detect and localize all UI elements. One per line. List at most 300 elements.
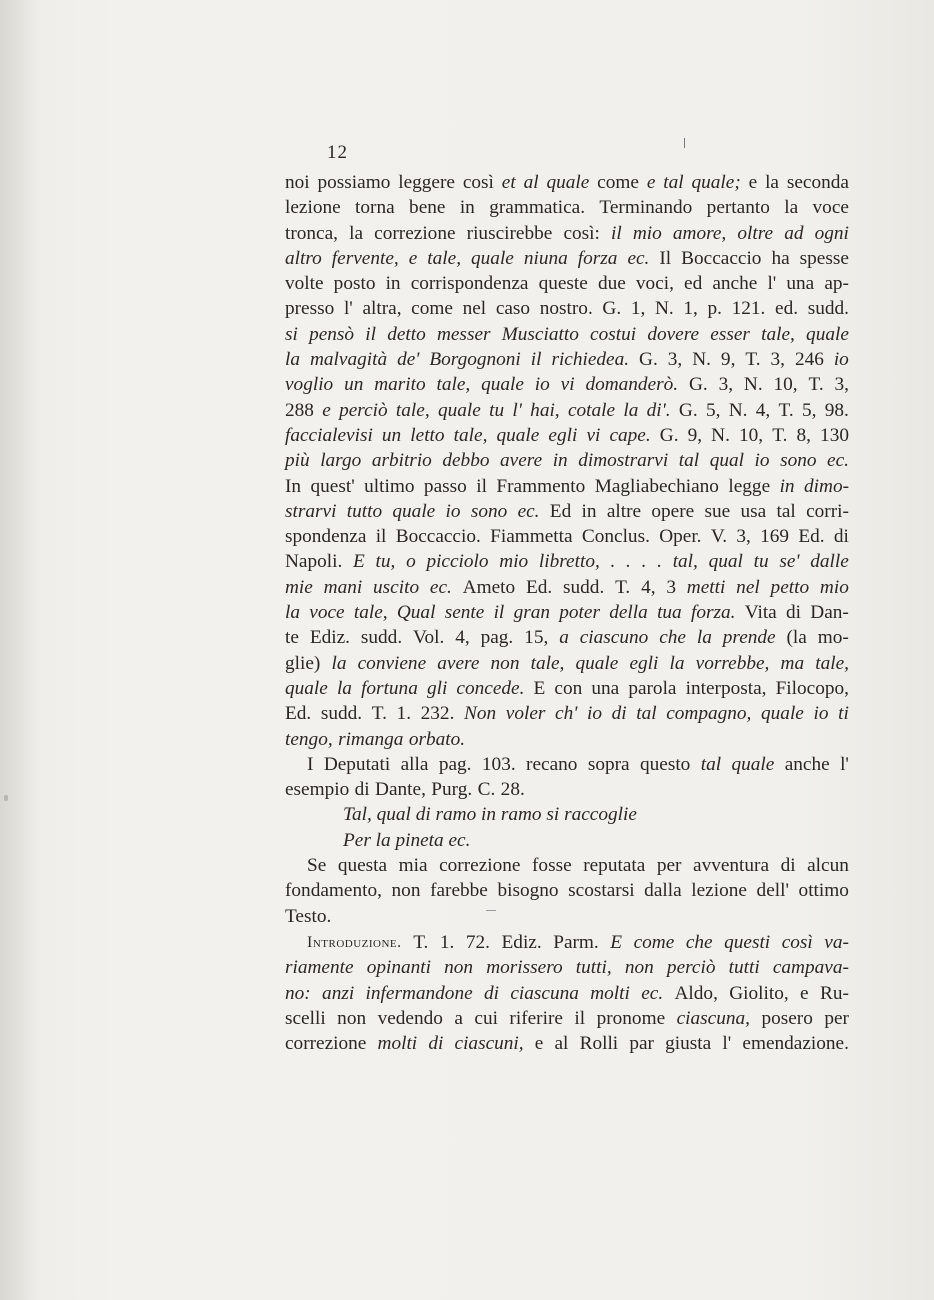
word: dimo- [804,475,849,497]
word: compagno, [666,703,752,725]
word: rimanga [338,728,404,750]
word: ec. [517,500,540,522]
word: 3, [834,374,849,396]
word: dell' [756,880,789,902]
word: parola [628,677,677,699]
word: queste [538,273,588,295]
word: giusta [665,1033,712,1055]
word: 169 [760,526,790,548]
word: ciascuna, [676,1007,750,1029]
word: de' [397,349,420,371]
main-text-block [285,170,849,929]
word: in [779,475,795,497]
word: tu, [375,551,396,573]
word: sudd. [807,298,849,320]
word: fondamento, [285,880,382,902]
text-line [285,701,849,726]
word: 9, [687,424,703,446]
word: la [285,602,300,624]
word: di [780,855,796,877]
word: uscito [373,576,420,598]
word: perciò [339,399,388,421]
text-line [285,828,849,853]
word: gran [513,602,550,624]
word: anche [712,273,758,295]
word: tale, [427,247,462,269]
word: faccialevisi [285,424,373,446]
word: ed. [775,298,799,320]
word: la [784,197,799,219]
word: qual [709,450,744,472]
word: legge [728,475,771,497]
word: nel [462,298,487,320]
word: 28. [500,779,525,801]
word: Boccaccio [681,247,762,269]
word: marito [374,374,426,396]
introduction-section [285,930,849,1056]
word: par [629,1033,654,1055]
word: Aldo, [674,982,718,1004]
word: non [337,1007,367,1029]
word: 121. [731,298,766,320]
word: la [623,399,639,421]
text-line [285,1031,849,1056]
word: avere [437,652,480,674]
word: V. [710,526,728,548]
word: Tal, [343,804,372,826]
word: Per [343,829,371,851]
word: largo [320,450,362,472]
word: esempio [285,779,350,801]
word: non [490,652,520,674]
word: metti [686,576,726,598]
word: conviene [357,652,427,674]
word: 130 [820,424,849,446]
word: sudd. [563,576,605,598]
word: no: [285,982,311,1004]
word: pag. [438,753,472,775]
word: e [748,172,758,193]
word: la [331,652,347,674]
word: per [656,855,682,877]
word: mani [323,576,363,598]
word: Musciatto [501,323,579,345]
word: 3 [666,576,676,598]
word: glie) [285,652,321,674]
word: opere [651,500,695,522]
word: leggere [398,172,455,193]
word: ec. [827,450,849,472]
word: prende [722,627,776,649]
word: io [813,703,829,725]
text-line [285,752,849,777]
word: torna [355,197,395,219]
word: e [800,982,809,1004]
word: 10, [773,374,798,396]
word: pertanto [706,197,770,219]
text-line [285,1006,849,1031]
word: Ed. [525,576,553,598]
word: N. [654,298,674,320]
word: vorrebbe, [695,652,770,674]
word: Dan- [810,602,849,624]
word: dimostrarvi [578,450,669,472]
word: ec. [627,247,650,269]
word: la [349,222,364,244]
word: In [285,475,302,497]
word: emendazione. [742,1033,849,1055]
word: e [534,1033,544,1055]
word: mio [819,576,849,598]
word: libretto, [538,551,600,573]
text-line [285,170,849,195]
word: di [354,779,370,801]
word: di [428,1033,444,1055]
word: T. [772,424,788,446]
word: cui [474,1007,498,1029]
text-line [285,575,849,600]
section-divider [486,910,496,911]
word: ultimo [364,475,415,497]
word: T. [745,349,761,371]
word: Vita [744,602,777,624]
word: 103. [481,753,516,775]
word: possiamo [317,172,391,193]
text-line [285,930,849,955]
word: T. [615,576,631,598]
word: N. [692,349,711,371]
word: cape. [609,424,651,446]
word: nostro. [539,298,593,320]
word: mio [632,222,662,244]
word: hai, [530,399,560,421]
word: tutti [728,957,760,979]
word: più [285,450,310,472]
word: la [765,172,779,193]
word: T. [778,399,794,421]
word: noi [285,172,310,193]
word: io [833,349,849,371]
word: il [574,1007,586,1029]
word: che [685,932,713,953]
word: riuscirebbe [466,222,553,244]
word: il [610,222,622,244]
word: una [786,273,815,295]
word: 246 [794,349,824,371]
word: morissero [486,957,563,979]
word: te [285,627,299,649]
text-line [285,524,849,549]
word: molti [590,982,630,1004]
word: fortuna [361,677,418,699]
word: ramo [435,804,477,826]
word: quale; [691,172,741,193]
word: in [581,500,597,522]
word: io [445,500,461,522]
word: qual [708,551,743,573]
print-mark [684,138,685,148]
word: tale, [353,602,388,624]
word: voci, [635,273,674,295]
word: lezione [691,880,747,902]
word: pensò [309,323,355,345]
word: vedendo [377,1007,443,1029]
word: l' [767,273,777,295]
text-line [285,246,849,271]
word: sono [470,500,508,522]
word: E [353,551,365,573]
word: scelli [285,1007,326,1029]
word: esser [710,323,750,345]
word: di [611,703,627,725]
word: tengo, [285,728,333,750]
word: e [646,172,656,193]
page-number: 12 [327,142,348,163]
word: nel [736,576,760,598]
word: quale [392,500,436,522]
word: ti [838,703,849,725]
word: questa [337,855,388,877]
word: domanderò. [585,374,679,396]
word: ramo [500,804,542,826]
word: 98. [824,399,849,421]
word: G. [678,399,698,421]
word: tale, [530,652,565,674]
word: presso [285,298,335,320]
word: 8, [796,424,811,446]
word: voce [812,197,849,219]
word: scostarsi [568,880,635,902]
word: et [501,172,516,193]
word: sue [704,500,731,522]
text-line [285,423,849,448]
text-line [285,271,849,296]
word: Boccaccio. [395,526,481,548]
word: io [534,374,550,396]
word: poter [559,602,600,624]
word: tale, [395,399,430,421]
word: tale, [453,424,488,446]
word: tale, [436,374,471,396]
word: correzione [439,855,521,877]
word: l' [840,753,849,775]
word: letto [410,424,445,446]
word: 5, [705,399,721,421]
word: Introduzione. [307,934,402,951]
word: Frammento [496,475,586,497]
word: sudd. [320,703,363,725]
word: . [657,551,662,573]
word: pag. [480,627,514,649]
word: di [415,804,431,826]
word: tal [678,450,700,472]
text-line [285,322,849,347]
text-line [285,802,849,827]
word: Dante, [375,779,426,801]
word: farebbe [430,880,488,902]
word: Giolito, [729,982,789,1004]
word: 1, [683,298,698,320]
word: passo [423,475,467,497]
word: niuna [523,247,568,269]
word: 3, [736,526,751,548]
word: infermandone [365,982,473,1004]
word: ciascuna [510,982,579,1004]
word: l' [512,399,522,421]
word: in [385,273,401,295]
word: spesse [799,247,849,269]
word: Deputati [323,753,391,775]
word: tale, [815,652,849,674]
word: Magliabechiano [594,475,719,497]
word: Il [659,247,672,269]
word: quale [575,652,619,674]
word: ad [784,222,804,244]
word: due [597,273,626,295]
word: 1, [630,298,646,320]
word: Testo. [285,905,332,927]
word: mia [398,855,428,877]
word: N. [728,399,748,421]
word: oltre [737,222,774,244]
word: avventura [693,855,770,877]
word: quale [806,323,849,345]
word: spondenza [285,526,367,548]
word: 1. [439,932,455,953]
word: T. [808,374,824,396]
paragraph-p1 [285,170,849,752]
text-line [285,853,849,878]
word: sono [780,450,817,472]
word: dalla [644,880,682,902]
word: pineta [395,829,444,851]
word: concede. [456,677,525,699]
word: tale, [761,323,795,345]
word: Non [464,703,497,725]
word: quale [471,247,514,269]
word: Ed. [798,526,825,548]
word: la [375,829,391,851]
word: egli [629,652,659,674]
word: . [610,551,616,573]
word: caso [495,298,531,320]
word: interposta, [685,677,767,699]
word: usa [740,500,767,522]
word: così [462,172,494,193]
text-line [285,398,849,423]
word: quale [481,374,524,396]
word: detto [387,323,426,345]
word: E [610,932,623,953]
word: N. [743,374,763,396]
word: orbato. [408,728,466,750]
word: così [781,932,813,953]
word: come [411,298,453,320]
word: voglio [285,374,334,396]
word: richiedea. [551,349,630,371]
word: quale [285,677,328,699]
word: l' [343,298,353,320]
word: si [285,323,298,345]
word: Ed. [285,703,312,725]
word: di'. [646,399,671,421]
word: riamente [285,957,354,979]
word: G. [659,424,679,446]
word: alla [400,753,429,775]
word: ap- [824,273,849,295]
word: questi [724,932,771,953]
word: posero [761,1007,813,1029]
word: amore, [672,222,727,244]
word: ma [780,652,805,674]
word: altra, [362,298,402,320]
word: la [336,677,352,699]
text-line [285,499,849,524]
word: mo- [817,627,849,649]
word: tu [753,551,769,573]
word: in [481,804,497,826]
word: che [659,627,686,649]
word: (la [786,627,807,649]
word: vi [560,374,575,396]
word: quale [496,424,540,446]
word: 4, [641,576,656,598]
paragraph-verse [285,802,849,853]
word: ec. [448,829,471,851]
word: ciascuno [579,627,649,649]
word: tal [776,500,796,522]
word: sopra [587,753,630,775]
word: costui [590,323,637,345]
word: anzi [322,982,355,1004]
word: un [381,424,402,446]
word: Terminando [599,197,693,219]
word: la [696,627,712,649]
word: io [587,703,602,725]
word: avere [500,450,543,472]
word: Ediz. [309,627,350,649]
word: riferire [509,1007,563,1029]
word: ha [771,247,790,269]
word: 3, [667,349,683,371]
word: Ru- [819,982,849,1004]
word: Oper. [659,526,702,548]
text-line [285,981,849,1006]
word: a [454,1007,463,1029]
word: per [824,1007,849,1029]
word: come [633,932,675,953]
word: G. [688,374,708,396]
word: E [533,677,546,699]
word: ch' [555,703,578,725]
word: io [754,450,770,472]
word: alcun [807,855,849,877]
text-line [285,221,849,246]
word: tal [700,753,722,775]
word: il [493,602,505,624]
word: 1. [396,703,412,725]
word: campava- [772,957,849,979]
word: T. [413,932,429,953]
word: non [391,880,421,902]
word: non [444,957,474,979]
word: I [307,753,314,775]
word: arbitrio [371,450,432,472]
word: perciò [666,957,716,979]
word: opinanti [366,957,431,979]
word: lezione [285,197,341,219]
word: Filocopo, [775,677,849,699]
